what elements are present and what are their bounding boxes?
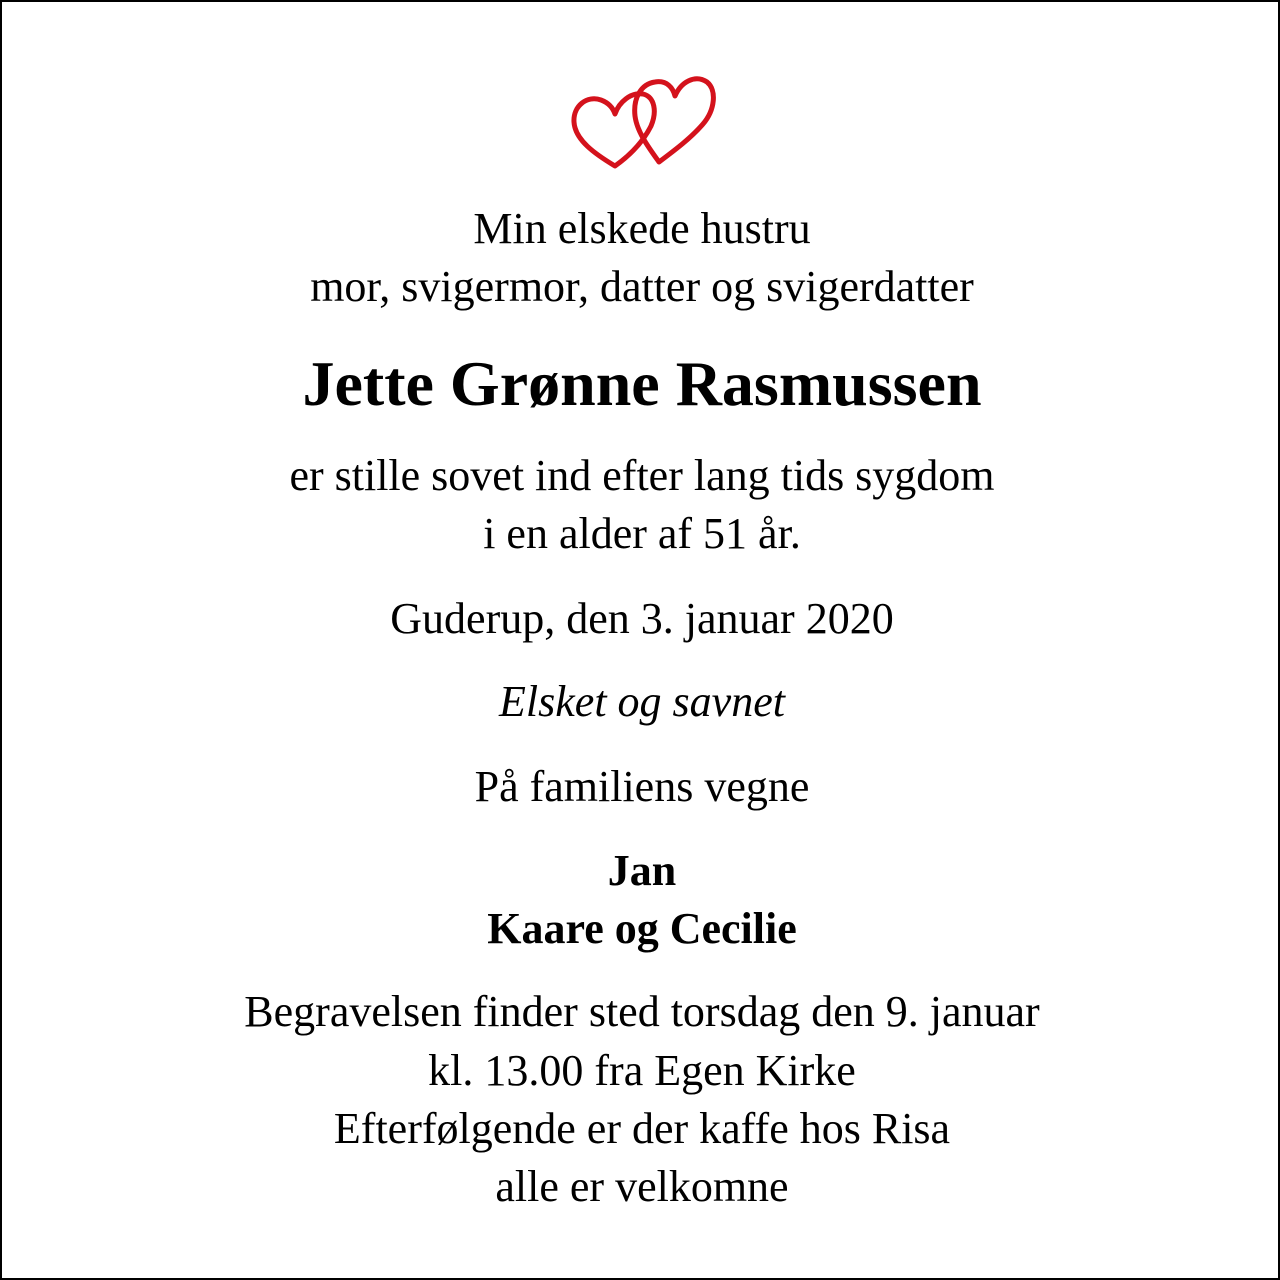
double-hearts-icon [567, 62, 717, 172]
passing-line-2: i en alder af 51 år. [483, 509, 801, 558]
funeral-line-3: Efterfølgende er der kaffe hos Risa [333, 1104, 951, 1153]
funeral-line-2: kl. 13.00 fra Egen Kirke [428, 1046, 856, 1095]
on-behalf-text: På familiens vegne [474, 762, 810, 811]
place-date: Guderup, den 3. januar 2020 [390, 594, 894, 643]
funeral-line-4: alle er velkomne [495, 1162, 789, 1211]
intro-line-2: mor, svigermor, datter og svigerdatter [310, 262, 974, 311]
mourner-line-2: Kaare og Cecilie [487, 904, 797, 953]
funeral-line-1: Begravelsen finder sted torsdag den 9. januar [244, 987, 1040, 1036]
passing-line-1: er stille sovet ind efter lang tids sygdom [289, 451, 995, 500]
mourner-line-1: Jan [607, 846, 677, 895]
intro-line-1: Min elskede hustru [473, 204, 811, 253]
tribute-text: Elsket og savnet [499, 677, 785, 726]
deceased-name: Jette Grønne Rasmussen [302, 348, 982, 419]
